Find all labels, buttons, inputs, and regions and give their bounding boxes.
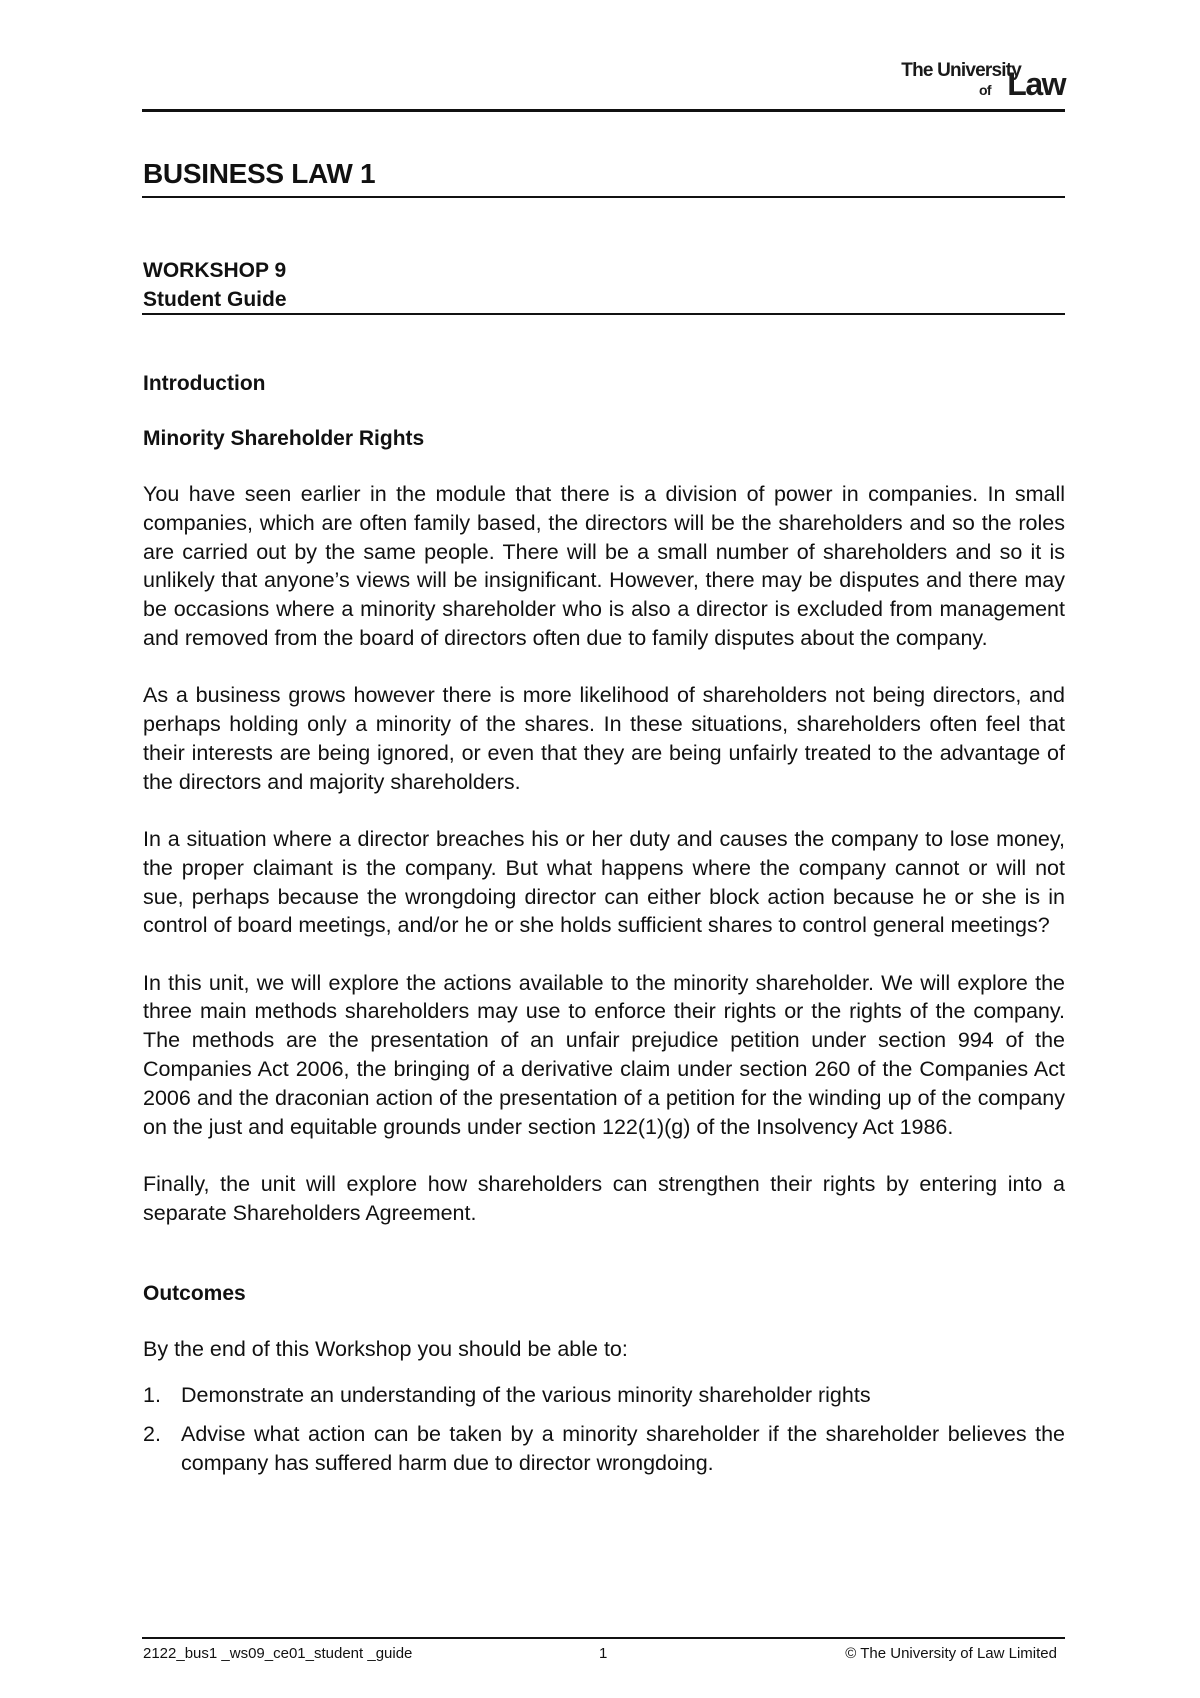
footer-divider <box>142 1637 1065 1639</box>
title-divider <box>142 196 1065 198</box>
list-item-number: 1. <box>143 1383 161 1408</box>
logo-text-law: Law <box>1007 66 1065 102</box>
guide-subtitle: Student Guide <box>143 288 287 311</box>
workshop-heading-block <box>143 256 287 314</box>
intro-paragraph-1: You have seen earlier in the module that there is a division of power in companies. In small companies, which are often family based, the directors will be the shareholders and so the roles are carried out by the same people. There will be a small number of shareholders and so it is unlikely that anyone’s views will be insignificant. However, there may be disputes and there may be occasions where a minority shareholder who is also a director is excluded from management and removed from the board of directors often due to family disputes about the company. <box>143 482 1065 650</box>
document-body <box>143 370 1065 1488</box>
outcomes-heading: Outcomes <box>143 1281 246 1305</box>
list-item-text: Demonstrate an understanding of the various minority shareholder rights <box>181 1383 871 1408</box>
logo-text-the-university: The University <box>901 60 1021 81</box>
introduction-heading: Introduction <box>143 372 266 395</box>
university-of-law-logo <box>855 60 1065 102</box>
intro-paragraph-2: As a business grows however there is more likelihood of shareholders not being directors, and perhaps holding only a minority of the shares. In these situations, shareholders often feel that their interests are being ignored, or even that they are being unfairly treated to the advantage of the directors and majority shareholders. <box>143 683 1065 794</box>
list-item-text: Advise what action can be taken by a minority shareholder if the shareholder believes the company has suffered harm due to director wrongdoing. <box>181 1422 1065 1475</box>
intro-paragraph-3: In a situation where a director breaches his or her duty and causes the company to lose money, the proper claimant is the company. But what happens where the company cannot or will not sue, perhaps because the wrongdoing director can either block action because he or she is in control of board meetings, and/or he or she holds sufficient shares to control general meetings? <box>143 826 1065 938</box>
outcomes-list <box>143 1381 1065 1477</box>
list-item <box>143 1420 1065 1478</box>
subtitle-divider <box>142 313 1065 315</box>
workshop-number: WORKSHOP 9 <box>143 259 287 282</box>
footer-copyright: © The University of Law Limited <box>845 1645 1057 1662</box>
intro-paragraph-5: Finally, the unit will explore how shareholders can strengthen their rights by entering into a separate Shareholders Agreement. <box>143 1171 1065 1225</box>
logo-text-of: of <box>978 82 991 98</box>
document-title: BUSINESS LAW 1 <box>143 158 376 189</box>
footer-document-code: 2122_bus1 _ws09_ce01_student _guide <box>143 1645 413 1662</box>
header-divider <box>142 109 1065 112</box>
list-item-number: 2. <box>143 1422 161 1447</box>
minority-rights-heading: Minority Shareholder Rights <box>143 427 425 450</box>
footer-page-number: 1 <box>599 1645 608 1662</box>
outcomes-lead: By the end of this Workshop you should be able to: <box>143 1336 628 1361</box>
list-item <box>143 1381 1065 1410</box>
intro-paragraph-4: In this unit, we will explore the actions available to the minority shareholder. We will explore the three main methods shareholders may use to enforce their rights or the rights of the company. The methods are the presentation of an unfair prejudice petition under section 994 of the Companies Act 2006, the bringing of a derivative claim under section 260 of the Companies Act 2006 and the draconian action of the presentation of a petition for the winding up of the company on the just and equitable grounds under section 122(1)(g) of the Insolvency Act 1986. <box>143 970 1065 1139</box>
